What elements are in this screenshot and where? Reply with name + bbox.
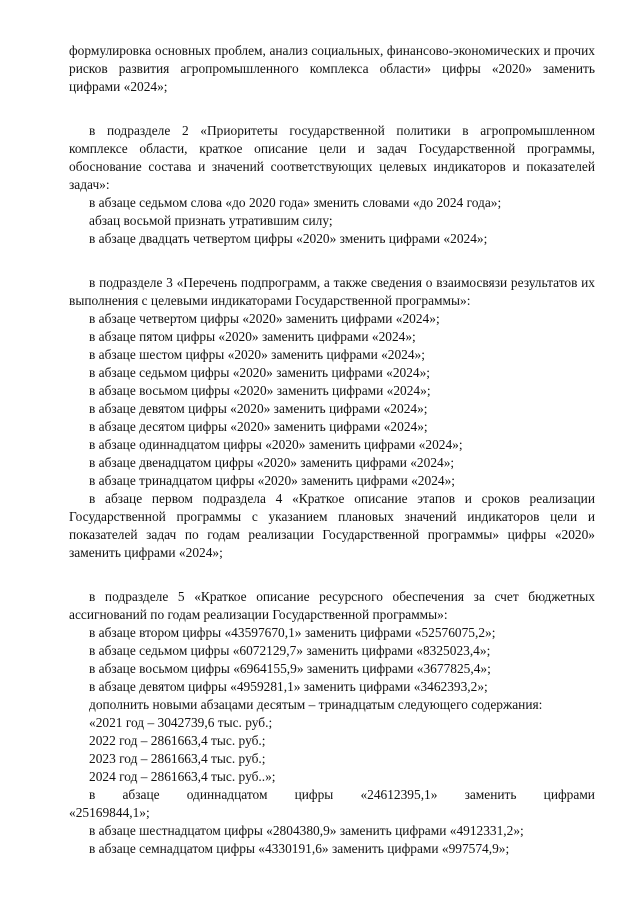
- amendment-line: в абзаце двенадцатом цифры «2020» заменить цифрами «2024»;: [89, 455, 455, 470]
- word: заменить: [464, 787, 517, 802]
- paragraph-subsection-5: в подразделе 5 «Краткое описание ресурсного обеспечения за счет бюджетных ассигнований по годам реализации Государственной программы»:: [69, 589, 595, 622]
- year-line: 2024 год – 2861663,4 тыс. руб..»;: [89, 769, 276, 784]
- word: цифры: [294, 787, 334, 802]
- year-line: «2021 год – 3042739,6 тыс. руб.;: [89, 715, 273, 730]
- spacer: [69, 562, 595, 588]
- paragraph-subsection-4: в абзаце первом подраздела 4 «Краткое описание этапов и сроков реализации Государственной программы с указанием плановых значений индикаторов цели и показателей задач по годам реализации Государственной программы» цифры «2020» заменить цифрами «2024»;: [69, 491, 595, 560]
- amendment-line: в абзаце одиннадцатом цифры «2020» заменить цифрами «2024»;: [89, 437, 463, 452]
- word: абзаце: [122, 787, 160, 802]
- word: в: [89, 787, 96, 802]
- paragraph-subsection-3: в подразделе 3 «Перечень подпрограмм, а также сведения о взаимосвязи результатов их выполнения с целевыми индикаторами Государственной программы»:: [69, 275, 595, 308]
- amendment-line: в абзаце втором цифры «43597670,1» заменить цифрами «52576075,2»;: [89, 625, 496, 640]
- year-line: 2022 год – 2861663,4 тыс. руб.;: [89, 733, 266, 748]
- word: цифрами: [543, 787, 595, 802]
- amendment-line: в абзаце шестом цифры «2020» заменить цифрами «2024»;: [89, 347, 425, 362]
- paragraph-subsection-2: в подразделе 2 «Приоритеты государственной политики в агропромышленном комплексе области, краткое описание цели и задач Государственной программы, обоснование состава и значений соответствующих целевых индикаторов и показателей задач»:: [69, 123, 595, 192]
- amendment-line: в абзаце четвертом цифры «2020» заменить цифрами «2024»;: [89, 311, 440, 326]
- amendment-line: в абзаце седьмом цифры «6072129,7» заменить цифрами «8325023,4»;: [89, 643, 491, 658]
- paragraph-eleventh-line: [69, 786, 595, 804]
- year-line: 2023 год – 2861663,4 тыс. руб.;: [89, 751, 266, 766]
- amendment-line: в абзаце десятом цифры «2020» заменить цифрами «2024»;: [89, 419, 428, 434]
- spacer: [69, 248, 595, 274]
- amendment-line: в абзаце восьмом цифры «6964155,9» заменить цифрами «3677825,4»;: [89, 661, 491, 676]
- spacer: [69, 96, 595, 122]
- word: «24612395,1»: [360, 787, 438, 802]
- amendment-line: в абзаце пятом цифры «2020» заменить цифрами «2024»;: [89, 329, 416, 344]
- word: одиннадцатом: [186, 787, 268, 802]
- paragraph-intro: формулировка основных проблем, анализ социальных, финансово-экономических и прочих рисков развития агропромышленного комплекса области» цифры «2020» заменить цифрами «2024»;: [69, 43, 595, 94]
- amendment-line: в абзаце девятом цифры «2020» заменить цифрами «2024»;: [89, 401, 428, 416]
- amendment-line: в абзаце седьмом слова «до 2020 года» зменить словами «до 2024 года»;: [89, 195, 502, 210]
- document-page: [69, 42, 595, 858]
- amendment-line: в абзаце тринадцатом цифры «2020» заменить цифрами «2024»;: [89, 473, 455, 488]
- amendment-line: в абзаце девятом цифры «4959281,1» заменить цифрами «3462393,2»;: [89, 679, 488, 694]
- paragraph-add-new: дополнить новыми абзацами десятым – тринадцатым следующего содержания:: [89, 697, 543, 712]
- amendment-line: в абзаце шестнадцатом цифры «2804380,9» заменить цифрами «4912331,2»;: [89, 823, 524, 838]
- amendment-line: в абзаце двадцать четвертом цифры «2020» зменить цифрами «2024»;: [89, 231, 488, 246]
- amendment-line: в абзаце седьмом цифры «2020» заменить цифрами «2024»;: [89, 365, 431, 380]
- amendment-line: абзац восьмой признать утратившим силу;: [89, 213, 333, 228]
- amendment-line: в абзаце восьмом цифры «2020» заменить цифрами «2024»;: [89, 383, 431, 398]
- amendment-line: в абзаце семнадцатом цифры «4330191,6» заменить цифрами «997574,9»;: [89, 841, 510, 856]
- paragraph-eleventh-continuation: «25169844,1»;: [69, 805, 150, 820]
